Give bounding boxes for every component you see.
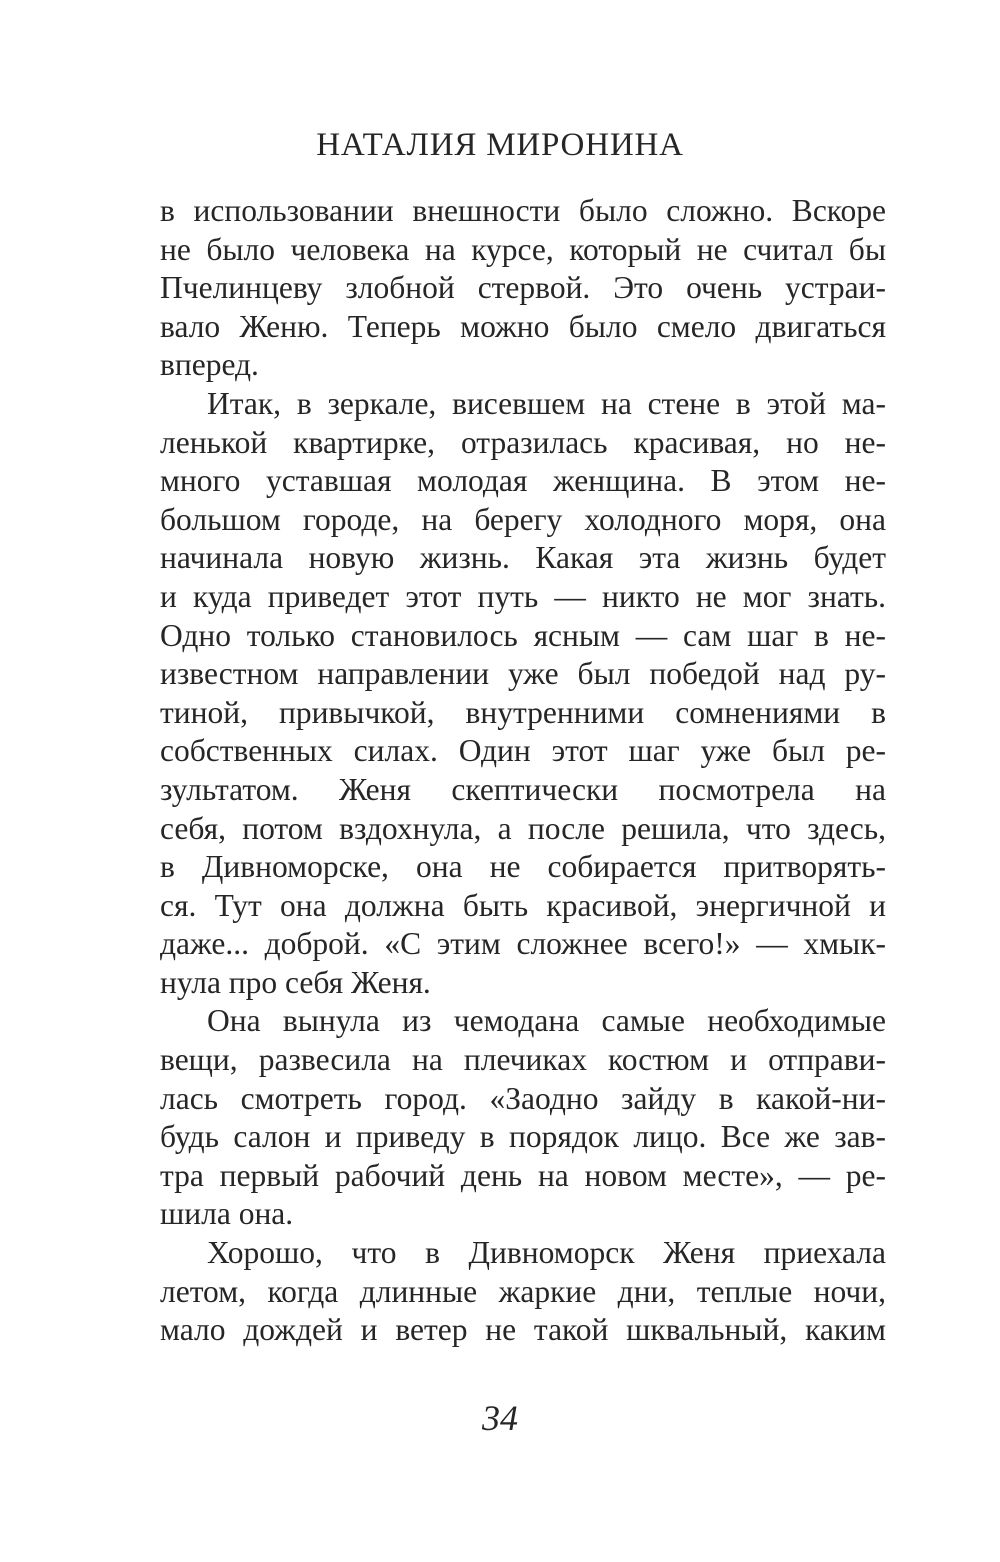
text-line: известном направлении уже был победой над ру- [160, 656, 886, 692]
text-line: нула про себя Женя. [160, 964, 431, 1000]
text-line: не было человека на курсе, который не считал бы [160, 231, 886, 267]
text-line: тиной, привычкой, внутренними сомнениями в [160, 694, 886, 730]
text-line: мало дождей и ветер не такой шквальный, каким [160, 1312, 886, 1348]
body-text [160, 192, 886, 1350]
text-line: вало Женю. Теперь можно было смело двигаться [160, 308, 886, 344]
text-line: лась смотреть город. «Заодно зайду в какой-ни- [160, 1080, 886, 1116]
text-line: много уставшая молодая женщина. В этом не- [160, 463, 886, 499]
page-number: 34 [482, 1398, 518, 1438]
text-line: ся. Тут она должна быть красивой, энергичной и [160, 887, 886, 923]
text-line: Итак, в зеркале, висевшем на стене в этой ма- [207, 385, 886, 421]
text-line: собственных силах. Один этот шаг уже был ре- [160, 733, 886, 769]
text-line: шила она. [160, 1196, 294, 1232]
text-line: зультатом. Женя скептически посмотрела на [160, 771, 886, 807]
text-line: ленькой квартирке, отразилась красивая, но не- [160, 424, 886, 460]
text-line: Одно только становилось ясным — сам шаг в не- [160, 617, 886, 653]
running-head-author: НАТАЛИЯ МИРОНИНА [316, 127, 684, 163]
text-line: и куда приведет этот путь — никто не мог знать. [160, 578, 886, 614]
text-line: вещи, развесила на плечиках костюм и отправи- [160, 1042, 886, 1078]
text-line: начинала новую жизнь. Какая эта жизнь будет [160, 540, 886, 576]
text-line: в Дивноморске, она не собирается притворять- [160, 849, 886, 885]
text-line: Пчелинцеву злобной стервой. Это очень устраи- [160, 270, 886, 306]
text-line: Она вынула из чемодана самые необходимые [207, 1003, 886, 1039]
text-line: вперед. [160, 347, 259, 383]
text-line: даже... доброй. «С этим сложнее всего!» — хмык- [160, 926, 886, 962]
text-line: в использовании внешности было сложно. Вскоре [160, 193, 886, 228]
text-line: будь салон и приведу в порядок лицо. Все же зав- [160, 1119, 886, 1155]
text-line: тра первый рабочий день на новом месте», — ре- [160, 1157, 886, 1193]
text-line: летом, когда длинные жаркие дни, теплые ночи, [160, 1273, 886, 1309]
text-line: Хорошо, что в Дивноморск Женя приехала [207, 1235, 886, 1271]
text-line: себя, потом вздохнула, а после решила, что здесь, [160, 810, 886, 846]
text-line: большом городе, на берегу холодного моря, она [160, 501, 886, 537]
